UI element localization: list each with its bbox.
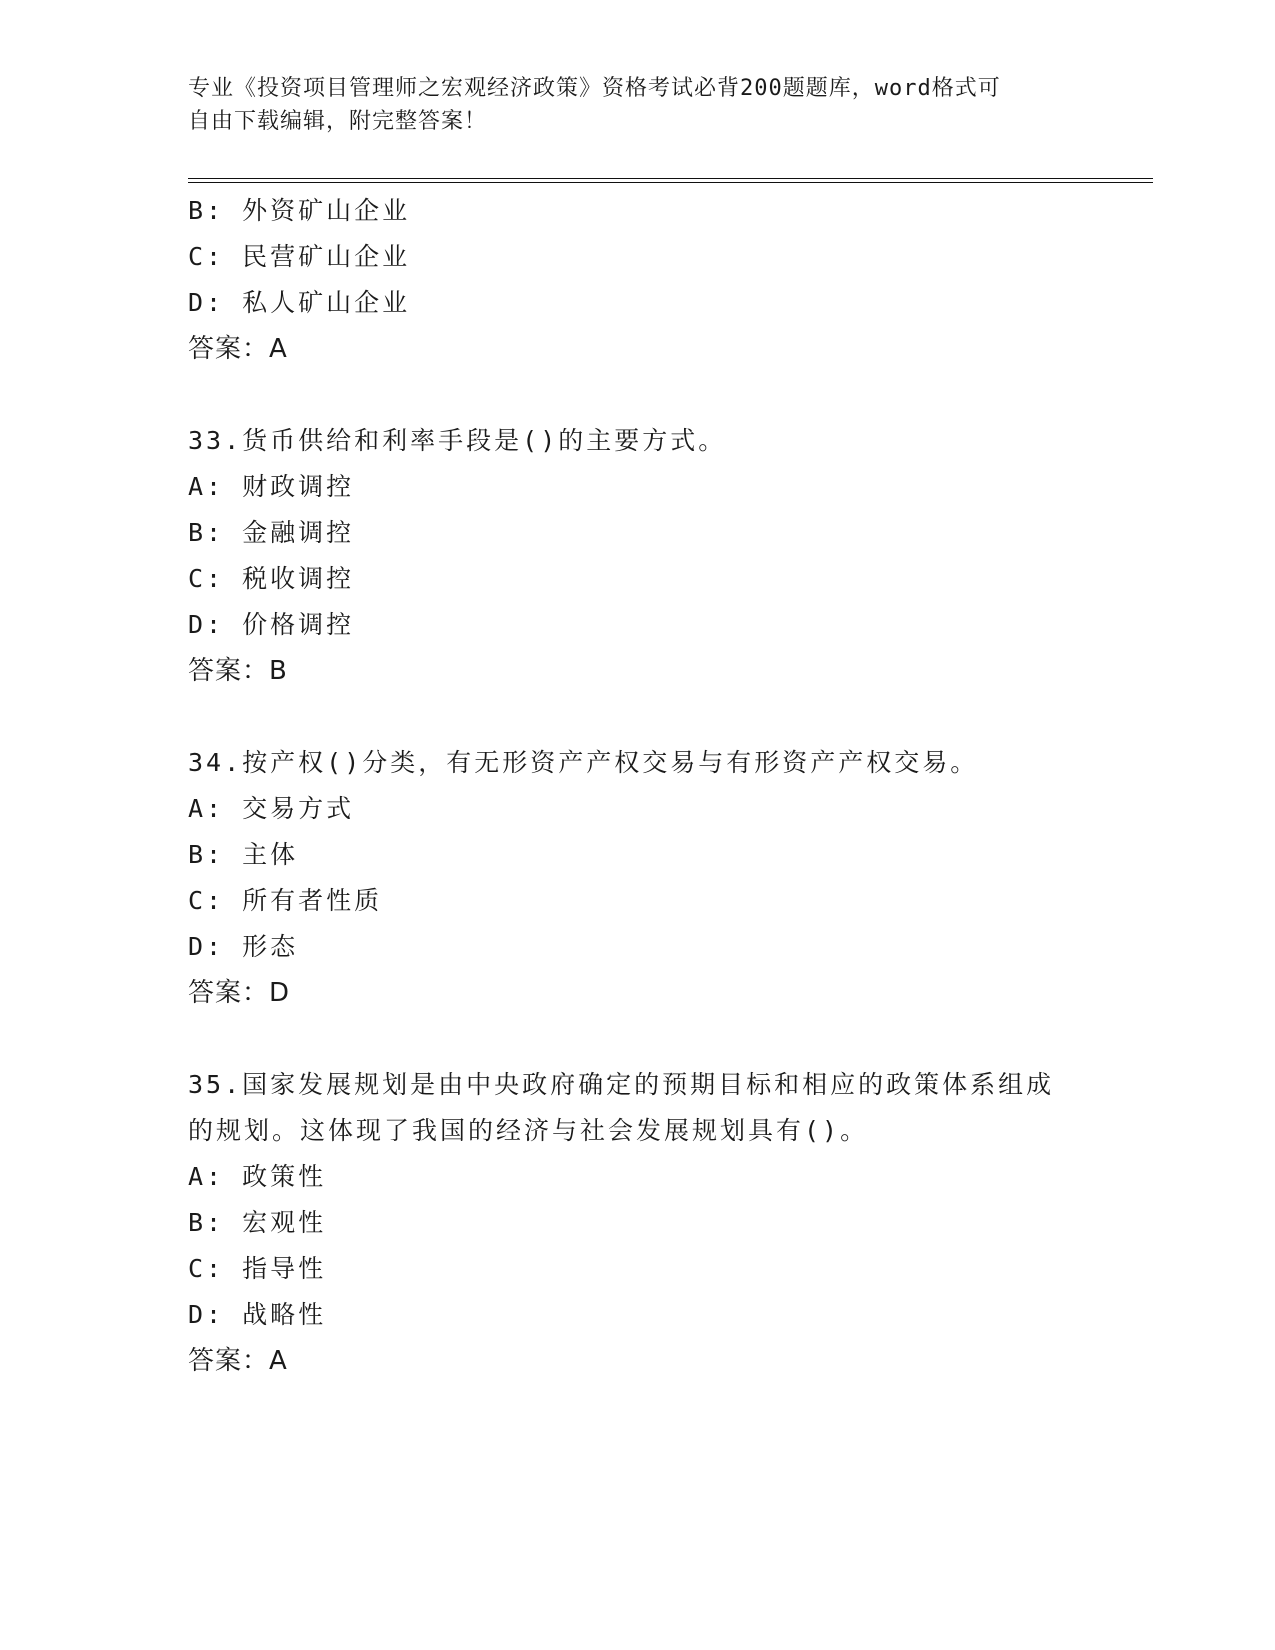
answer-label: 答案：A [188, 1346, 288, 1376]
option-a: A: 交易方式 [188, 794, 355, 823]
option-d: D: 形态 [188, 932, 299, 961]
option-b: B: 主体 [188, 840, 299, 869]
question-text-line-2: 的规划。这体现了我国的经济与社会发展规划具有()。 [188, 1116, 869, 1145]
option-c: C: 民营矿山企业 [188, 242, 411, 271]
option-b: B: 外资矿山企业 [188, 196, 411, 225]
question-text-line-1: 35.国家发展规划是由中央政府确定的预期目标和相应的政策体系组成 [188, 1070, 1055, 1099]
answer-label: 答案：D [188, 978, 291, 1008]
option-a: A: 财政调控 [188, 472, 355, 501]
option-d: D: 价格调控 [188, 610, 355, 639]
option-d: D: 战略性 [188, 1300, 327, 1329]
question-33 [188, 418, 1088, 694]
question-text: 33.货币供给和利率手段是()的主要方式。 [188, 426, 727, 455]
header-divider [188, 178, 1153, 183]
question-34 [188, 740, 1088, 1016]
option-c: C: 税收调控 [188, 564, 355, 593]
answer-label: 答案：A [188, 334, 288, 364]
option-b: B: 金融调控 [188, 518, 355, 547]
option-b: B: 宏观性 [188, 1208, 327, 1237]
header-title-line-1: 专业《投资项目管理师之宏观经济政策》资格考试必背200题题库，word格式可 [188, 76, 1001, 101]
option-d: D: 私人矿山企业 [188, 288, 411, 317]
option-c: C: 所有者性质 [188, 886, 383, 915]
question-35 [188, 1062, 1088, 1384]
option-c: C: 指导性 [188, 1254, 327, 1283]
header-title-line-2: 自由下载编辑，附完整答案！ [188, 109, 488, 134]
question-list [188, 188, 1088, 1384]
option-a: A: 政策性 [188, 1162, 327, 1191]
question-32-fragment [188, 188, 1088, 372]
answer-label: 答案：B [188, 656, 288, 686]
document-header [188, 72, 1068, 138]
question-text: 34.按产权()分类，有无形资产产权交易与有形资产产权交易。 [188, 748, 979, 777]
